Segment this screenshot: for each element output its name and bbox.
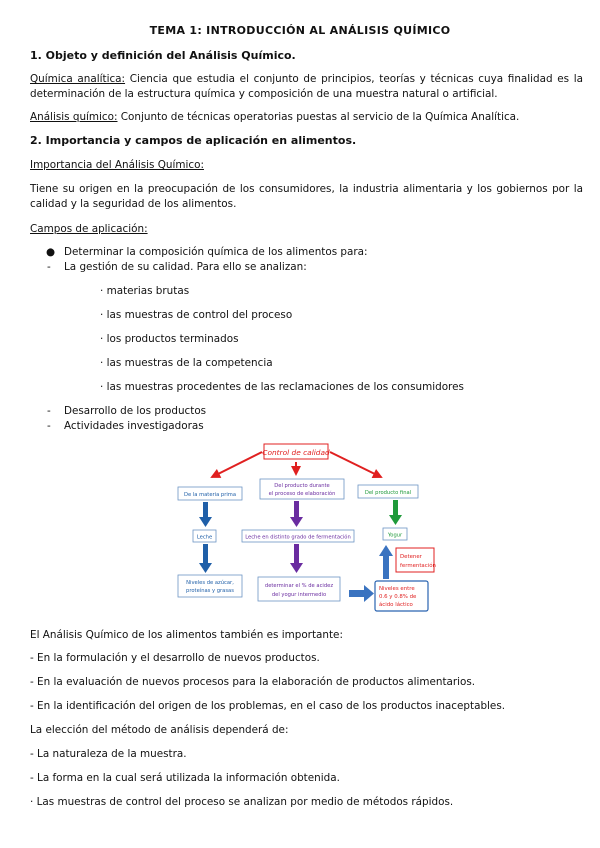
sub-item: · materias brutas	[100, 285, 190, 297]
blue-arrow-shaft	[203, 502, 208, 518]
importancia-line1: Tiene su origen en la preocupación de los consumidores, la industria alimentaria y los gobiernos por la	[30, 183, 583, 195]
analisis-quimico-term: Análisis químico:	[30, 111, 118, 123]
purple-arrow-2-head	[290, 563, 303, 573]
top-box-label: Control de calidad	[262, 448, 330, 457]
purple-arrow-shaft	[294, 501, 299, 518]
mid-box-label-1: Del producto durante	[274, 483, 330, 489]
quimica-analitica-def1: Ciencia que estudia el conjunto de principios, teorías y técnicas cuya finalidad es la	[125, 73, 583, 85]
green-arrow-head	[389, 515, 402, 525]
sub-item: · las muestras de la competencia	[100, 357, 273, 369]
sub-item: · las muestras procedentes de las reclamaciones de los consumidores	[100, 381, 464, 393]
blue-arrow-2-shaft	[203, 544, 208, 564]
bullet-dash: -	[47, 405, 51, 417]
fermentacion-label: Leche en distinto grado de fermentación	[245, 534, 351, 541]
section-3-intro: El Análisis Químico de los alimentos también es importante:	[30, 629, 343, 641]
purple-arrow-head	[290, 517, 303, 527]
method-choice-item: - La forma en la cual será utilizada la información obtenida.	[30, 772, 340, 784]
importancia-line2: calidad y la seguridad de los alimentos.	[30, 198, 237, 210]
purple-arrow-2-shaft	[294, 544, 299, 564]
mid-box-label-2: el proceso de elaboración	[268, 491, 336, 497]
niveles-label-1: Niveles de azúcar,	[186, 580, 234, 586]
bullet-item: Determinar la composición química de los alimentos para:	[64, 246, 368, 258]
campos-title: Campos de aplicación:	[30, 223, 148, 235]
right-box-label: Del producto final	[364, 490, 412, 496]
blue-up-arrow-head	[379, 545, 393, 556]
dash-item: Actividades investigadoras	[64, 420, 204, 432]
sub-item: · las muestras de control del proceso	[100, 309, 293, 321]
detener-label-1: Detener	[400, 554, 422, 560]
blue-arrow-head	[199, 517, 212, 527]
importance-item: - En la evaluación de nuevos procesos para la elaboración de productos alimentarios.	[30, 676, 476, 688]
importance-item: - En la identificación del origen de los problemas, en el caso de los productos inaceptables.	[30, 700, 506, 712]
importance-item: - En la formulación y el desarrollo de nuevos productos.	[30, 652, 320, 664]
acido-lactico-label-1: Niveles entre	[379, 586, 415, 592]
red-arrow-left	[212, 452, 262, 477]
page-title: TEMA 1: INTRODUCCIÓN AL ANÁLISIS QUÍMICO	[149, 24, 451, 37]
acido-lactico-label-3: ácido láctico	[379, 602, 413, 608]
blue-right-arrow-head	[364, 585, 374, 602]
bullet-dash: -	[47, 420, 51, 432]
leche-label: Leche	[196, 534, 213, 541]
sub-item: · los productos terminados	[100, 333, 239, 345]
acidez-label-1: determinar el % de acidez	[264, 583, 334, 589]
dash-item: Desarrollo de los productos	[64, 405, 207, 417]
quimica-analitica-term: Química analítica:	[30, 73, 126, 85]
method-choice-intro: La elección del método de análisis dependerá de:	[30, 724, 289, 736]
niveles-label-2: proteínas y grasas	[186, 588, 234, 594]
red-arrow-right	[330, 452, 381, 477]
blue-up-arrow-shaft	[383, 555, 389, 579]
bullet-dash: -	[47, 261, 51, 273]
bullet-item: La gestión de su calidad. Para ello se analizan:	[64, 261, 307, 273]
blue-arrow-2-head	[199, 563, 212, 573]
blue-right-arrow-shaft	[349, 590, 365, 597]
importancia-title: Importancia del Análisis Químico:	[30, 159, 204, 171]
green-arrow-shaft	[393, 500, 398, 516]
closing-line: · Las muestras de control del proceso se analizan por medio de métodos rápidos.	[30, 796, 454, 808]
detener-label-2: fermentación	[400, 563, 436, 569]
left-box-label: De la materia prima	[183, 492, 237, 498]
section-1-heading: 1. Objeto y definición del Análisis Químico.	[30, 49, 296, 62]
bullet-dot: ●	[46, 246, 56, 258]
yogur-label: Yogur	[387, 532, 403, 539]
section-2-heading: 2. Importancia y campos de aplicación en alimentos.	[30, 134, 357, 147]
method-choice-item: - La naturaleza de la muestra.	[30, 748, 187, 760]
acidez-label-2: del yogur intermedio	[271, 592, 327, 598]
analisis-quimico-def: Conjunto de técnicas operatorias puestas al servicio de la Química Analítica.	[117, 111, 520, 123]
quimica-analitica-line2: determinación de la estructura química y composición de una muestra natural o artificial.	[30, 88, 498, 100]
acido-lactico-label-2: 0.6 y 0.8% de	[379, 594, 417, 600]
